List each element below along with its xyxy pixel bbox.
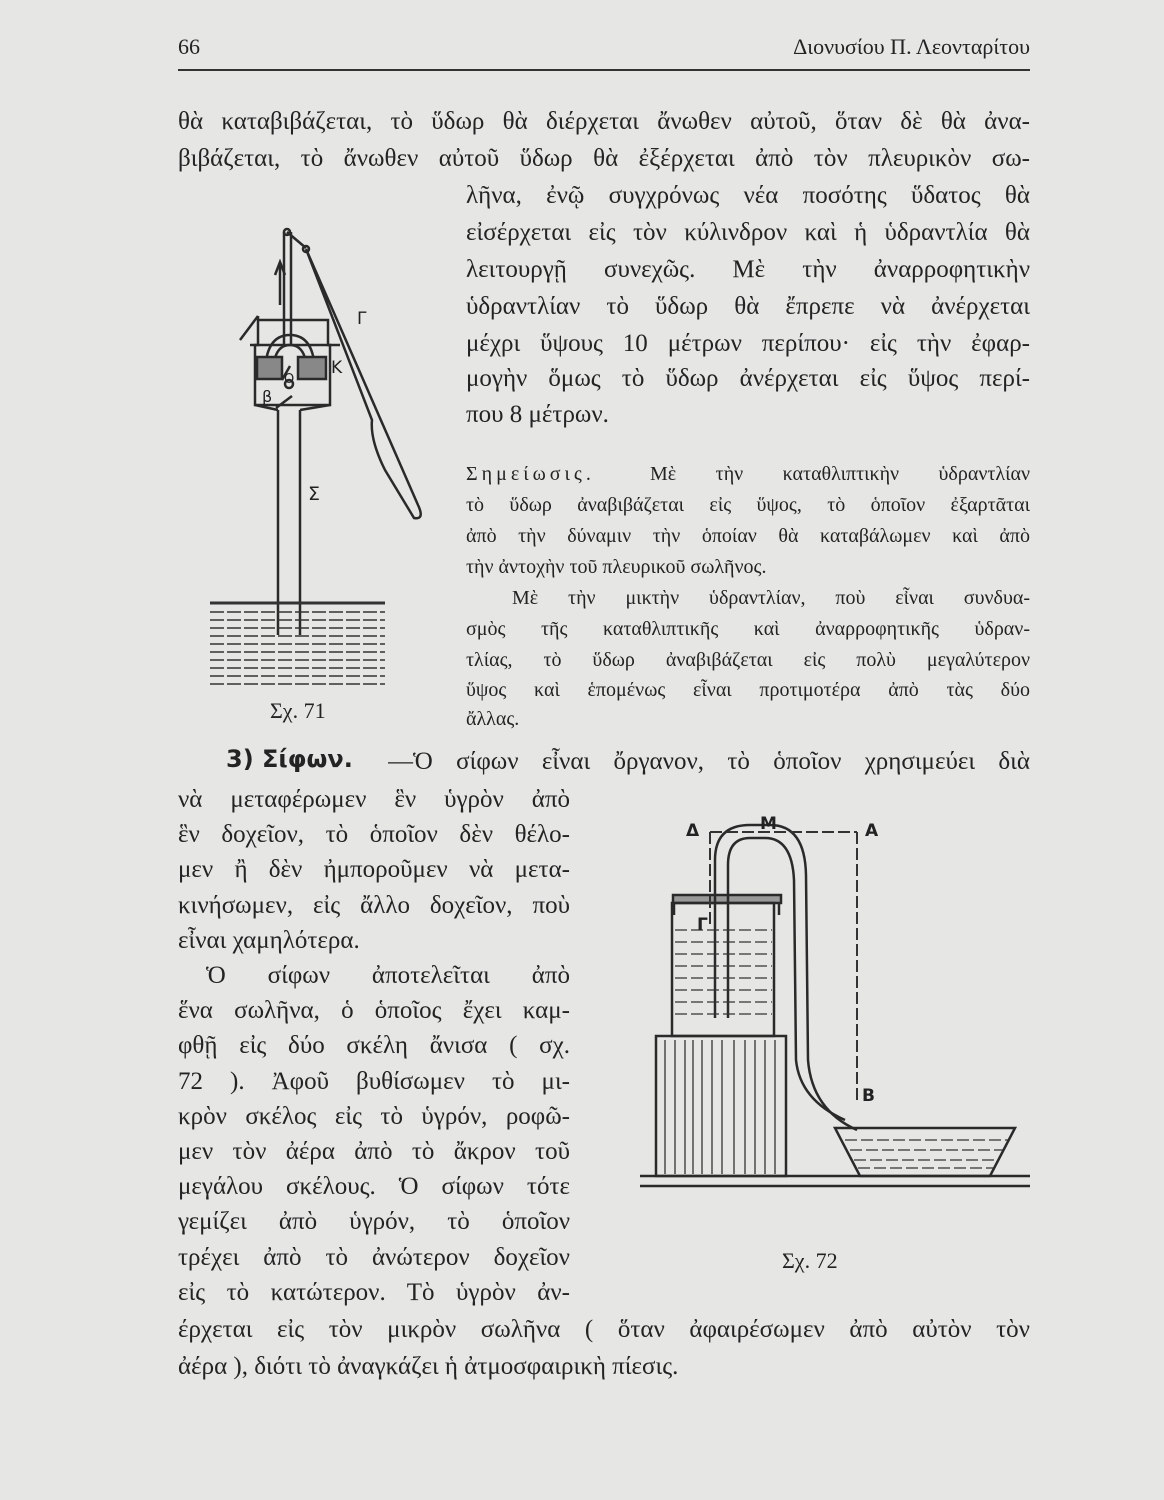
text-line: τὴν ἀντοχὴν τοῦ πλευρικοῦ σωλῆνος.: [466, 556, 767, 578]
figure-72-caption: Σχ. 72: [782, 1248, 838, 1273]
text-line: ἄλλας.: [466, 708, 520, 730]
header-rule: [178, 69, 1030, 71]
running-header-author: Διονυσίου Π. Λεονταρίτου: [793, 34, 1030, 59]
fig72-label-beta: Β: [862, 1086, 875, 1106]
text-line: βιβάζεται, τὸ ἄνωθεν αὐτοῦ ὕδωρ θὰ ἐξέρχεται ἀπὸ τὸν πλευρικὸν σω-: [178, 145, 1030, 172]
note-label: Σημείωσις.: [466, 463, 595, 485]
text-line: Μὲ τὴν μικτὴν ὑδραντλίαν, ποὺ εἶναι συνδυα-: [512, 587, 1030, 609]
fig71-label-beta: β: [262, 387, 273, 406]
section-heading: 3) Σίφων.: [226, 745, 353, 773]
text-line: νὰ μεταφέρωμεν ἓν ὑγρὸν ἀπὸ: [178, 786, 570, 813]
fig72-label-mu: Μ: [760, 814, 777, 834]
text-line: γεμίζει ἀπὸ ὑγρόν, τὸ ὁποῖον: [178, 1208, 570, 1236]
text-line: εἶναι χαμηλότερα.: [178, 926, 360, 954]
text-line: Μὲ τὴν καταθλιπτικὴν ὑδραντλίαν: [650, 463, 1030, 485]
text-line: που 8 μέτρων.: [466, 401, 609, 428]
text-line: φθῇ εἰς δύο σκέλη ἄνισα ( σχ.: [178, 1032, 570, 1060]
fig71-label-omicron: Ο: [284, 372, 295, 387]
text-line: θὰ καταβιβάζεται, τὸ ὕδωρ θὰ διέρχεται ἄνωθεν αὐτοῦ, ὅταν δὲ θὰ ἀνα-: [178, 108, 1030, 135]
text-line: εἰσέρχεται εἰς τὸν κύλινδρον καὶ ἡ ὑδραντλία θὰ: [466, 219, 1030, 246]
text-line: μέχρι ὕψους 10 μέτρων περίπου· εἰς τὴν ἐφαρ-: [466, 330, 1030, 357]
text-line: κινήσωμεν, εἰς ἄλλο δοχεῖον, ποὺ: [178, 891, 570, 919]
text-line: ἀέρα ), διότι τὸ ἀναγκάζει ἡ ἀτμοσφαιρικὴ πίεσις.: [178, 1353, 679, 1380]
text-line: ὑδραντλίαν τὸ ὕδωρ θὰ ἔπρεπε νὰ ἀνέρχεται: [466, 293, 1030, 320]
text-line: κρὸν σκέλος εἰς τὸ ὑγρόν, ροφῶ-: [178, 1102, 570, 1130]
fig72-label-alpha: Α: [865, 821, 879, 841]
text-line: μεν τὸν ἀέρα ἀπὸ τὸ ἄκρον τοῦ: [178, 1138, 570, 1165]
figure-71-caption: Σχ. 71: [270, 698, 326, 723]
text-line: μεγάλου σκέλους. Ὁ σίφων τότε: [178, 1173, 570, 1201]
text-line: ἀπὸ τὴν δύναμιν τὴν ὁποίαν θὰ καταβάλωμεν καὶ ἀπὸ: [466, 525, 1030, 547]
text-line: ἕνα σωλῆνα, ὁ ὁποῖος ἔχει καμ-: [178, 997, 570, 1025]
text-line: —Ὁ σίφων εἶναι ὄργανον, τὸ ὁποῖον χρησιμεύει διὰ: [388, 748, 1030, 775]
text-line: τὸ ὕδωρ ἀναβιβάζεται εἰς ὕψος, τὸ ὁποῖον ἐξαρτᾶται: [466, 494, 1030, 516]
text-line: ἓν δοχεῖον, τὸ ὁποῖον δὲν θέλο-: [178, 821, 570, 849]
text-line: τρέχει ἀπὸ τὸ ἀνώτερον δοχεῖον: [178, 1243, 570, 1271]
text-line: 72 ). Ἀφοῦ βυθίσωμεν τὸ μι-: [178, 1067, 570, 1095]
fig72-label-gamma: Γ: [697, 915, 708, 935]
text-line: έρχεται εἰς τὸν μικρὸν σωλῆνα ( ὅταν ἀφαιρέσωμεν ἀπὸ αὐτὸν τὸν: [178, 1316, 1030, 1343]
text-line: μογὴν ὅμως τὸ ὕδωρ ἀνέρχεται εἰς ὕψος περί-: [466, 365, 1030, 392]
page-number: 66: [178, 34, 200, 59]
fig71-label-sigma: Σ: [308, 483, 321, 505]
text-line: σμὸς τῆς καταθλιπτικῆς καὶ ἀναρροφητικῆς ὑδραν-: [466, 618, 1030, 640]
text-line: Ὁ σίφων ἀποτελεῖται ἀπὸ: [206, 962, 570, 989]
fig72-label-delta: Δ: [686, 821, 700, 841]
text-line: ὕψος καὶ ἑπομένως εἶναι προτιμοτέρα ἀπὸ τὰς δύο: [466, 679, 1030, 701]
text-line: τλίας, τὸ ὕδωρ ἀναβιβάζεται εἰς πολὺ μεγαλύτερον: [466, 649, 1030, 671]
fig71-label-gamma: Γ: [357, 309, 367, 329]
fig71-label-kappa: Κ: [331, 358, 343, 378]
text-line: λειτουργῇ συνεχῶς. Μὲ τὴν ἀναρροφητικὴν: [466, 256, 1030, 283]
text-line: εἰς τὸ κατώτερον. Τὸ ὑγρὸν ἀν-: [178, 1278, 570, 1306]
text-line: μεν ἢ δὲν ἠμποροῦμεν νὰ μετα-: [178, 856, 570, 884]
text-line: λῆνα, ἐνῷ συγχρόνως νέα ποσότης ὕδατος θὰ: [466, 182, 1030, 209]
